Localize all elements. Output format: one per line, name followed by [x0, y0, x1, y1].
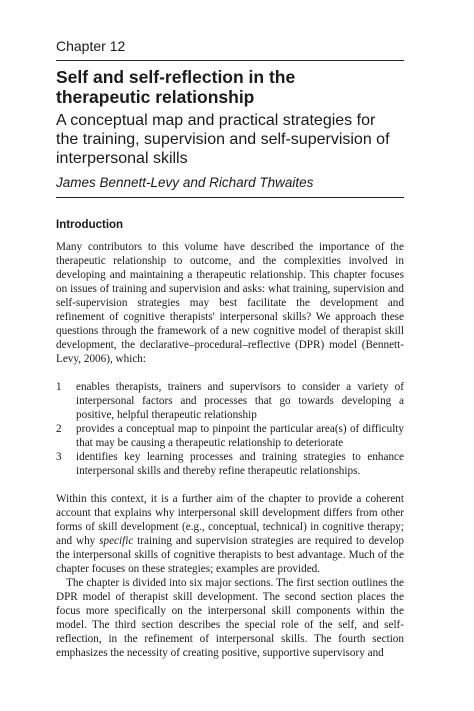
emphasis-specific: specific	[99, 535, 134, 547]
list-item-text: identifies key learning processes and training strategies to enhance interpersonal skills and thereby refine therapeutic relationships.	[76, 451, 404, 477]
intro-paragraph-3: The chapter is divided into six major sections. The first section outlines the DPR model of therapist skill development. The second section places the focus more specifically on the interpersonal skill components within the model. The third section describes the special role of the self, and self-reflection, in the refinement of interpersonal skills. The fourth section emphasizes the necessity of creating positive, supportive supervisory and	[56, 577, 404, 659]
chapter-rule-top	[56, 60, 404, 61]
list-item-number: 1	[56, 381, 62, 393]
chapter-rule-bottom	[56, 197, 404, 198]
intro-paragraph-1: Many contributors to this volume have described the importance of the therapeutic relationship to outcome, and the complexities involved in developing and maintaining a therapeutic relationship. This chapter focuses on issues of training and supervision and asks: what training, supervision and self-supervision strategies may best facilitate the development and refinement of cognitive therapists' interpersonal skills? We approach these questions through the framework of a new cognitive model of therapist skill development, the declarative–procedural–reflective (DPR) model (Bennett-Levy, 2006), which:	[56, 241, 404, 365]
chapter-subtitle-line-2: the training, supervision and self-supervision of	[56, 131, 390, 148]
list-item-text: enables therapists, trainers and supervisors to consider a variety of interpersonal factors and processes that go towards developing a positive, helpful therapeutic relationship	[76, 381, 404, 421]
chapter-title	[56, 67, 404, 107]
intro-paragraph-2-start: Within this context, it is a further aim of the chapter to provide a coherent account that explains why interpersonal skill development differs from other forms of skill development (e.g., conceptual, technical) in cognitive therapy; and why	[56, 493, 404, 547]
chapter-subtitle-line-1: A conceptual map and practical strategies for	[56, 112, 376, 129]
list-item	[56, 422, 404, 450]
list-item-number: 3	[56, 451, 62, 463]
book-page	[56, 38, 404, 660]
list-item	[56, 450, 404, 478]
list-item-number: 2	[56, 423, 62, 435]
chapter-title-line-2: therapeutic relationship	[56, 87, 255, 107]
intro-paragraph-2-end: training and supervision strategies are required to develop the interpersonal skills of cognitive therapists to best advantage. Much of the chapter focuses on these strategies; examples are provided.	[56, 535, 405, 575]
section-heading-introduction: Introduction	[56, 219, 124, 231]
chapter-authors: James Bennett-Levy and Richard Thwaites	[56, 175, 314, 190]
aims-list	[56, 380, 404, 478]
chapter-title-line-1: Self and self-reflection in the	[56, 67, 296, 87]
intro-paragraph-2	[56, 492, 404, 576]
chapter-number: Chapter 12	[56, 38, 126, 54]
list-item	[56, 380, 404, 422]
list-item-text: provides a conceptual map to pinpoint the particular area(s) of difficulty that may be causing a therapeutic relationship to deteriorate	[76, 423, 404, 449]
chapter-subtitle	[56, 111, 404, 168]
chapter-subtitle-line-3: interpersonal skills	[56, 150, 188, 167]
